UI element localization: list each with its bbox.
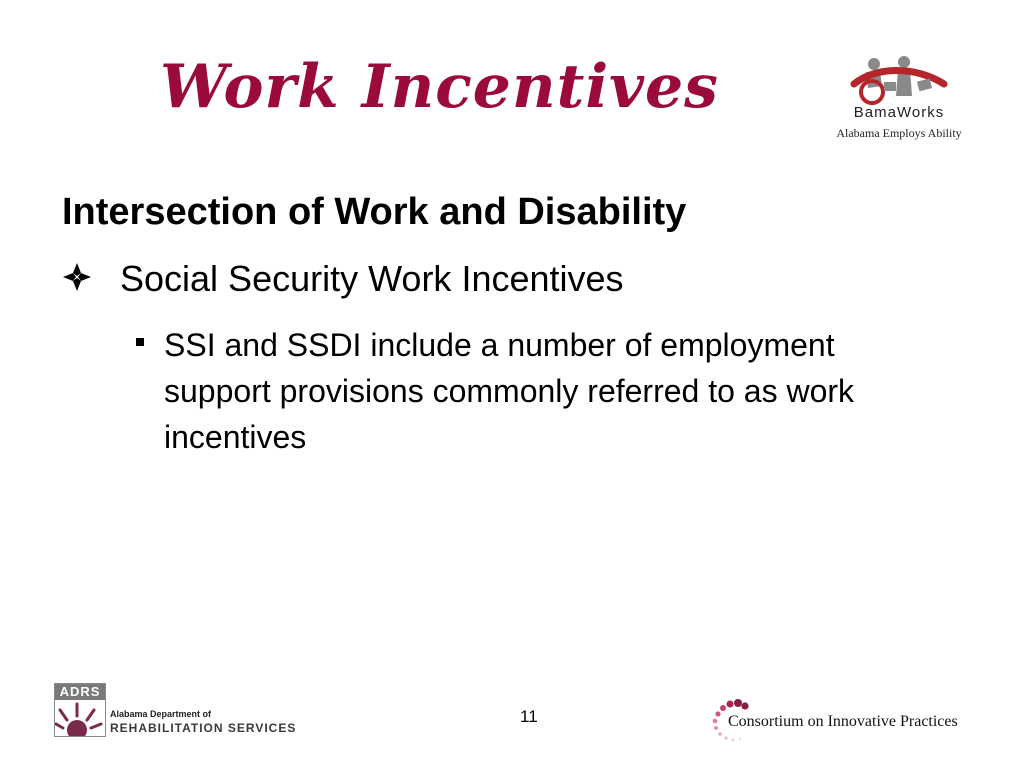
bamaworks-name: BamaWorks xyxy=(853,104,945,121)
bamaworks-logo xyxy=(824,54,974,146)
diamond-flower-bullet-icon xyxy=(62,262,92,292)
bamaworks-figures-icon xyxy=(846,54,952,106)
adrs-sunburst-icon xyxy=(55,700,105,736)
adrs-line-2: REHABILITATION SERVICES xyxy=(110,721,297,735)
adrs-mark-text: ADRS xyxy=(55,684,105,700)
square-bullet-icon xyxy=(136,338,144,346)
consortium-logo xyxy=(710,698,980,748)
bamaworks-tagline: Alabama Employs Ability xyxy=(836,126,962,140)
adrs-line-1: Alabama Department of xyxy=(110,709,212,719)
bullet-text: Social Security Work Incentives xyxy=(120,258,624,299)
bullet-text: SSI and SSDI include a number of employment support provisions commonly referred to as work incentives xyxy=(164,327,855,455)
slide-title: Work Incentives xyxy=(160,52,719,122)
consortium-name: Consortium on Innovative Practices xyxy=(728,713,958,730)
section-heading: Intersection of Work and Disability xyxy=(62,191,687,233)
adrs-logo xyxy=(54,683,299,739)
page-number: 11 xyxy=(520,707,538,726)
adrs-mark-icon xyxy=(54,683,106,737)
